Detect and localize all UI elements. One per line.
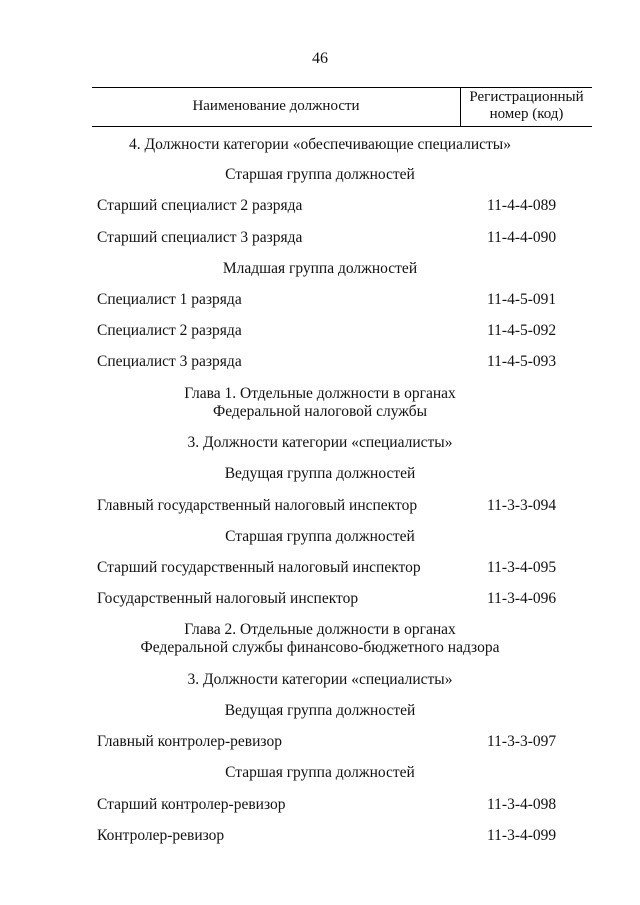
position-code: 11-3-4-099 bbox=[487, 827, 557, 844]
position-code: 11-3-4-096 bbox=[487, 590, 557, 607]
group-heading: Младшая группа должностей bbox=[222, 260, 418, 277]
position-code: 11-3-3-094 bbox=[487, 497, 557, 514]
section-heading: 3. Должности категории «специалисты» bbox=[187, 434, 453, 451]
header-registration-code: Регистрационный номер (код) bbox=[469, 89, 584, 122]
chapter-heading-line: Федеральной службы финансово-бюджетного надзора bbox=[140, 639, 500, 656]
chapter-heading-line: Глава 2. Отдельные должности в органах bbox=[184, 621, 456, 638]
group-heading: Старшая группа должностей bbox=[225, 764, 415, 781]
position-code: 11-4-4-090 bbox=[487, 229, 557, 246]
group-heading: Старшая группа должностей bbox=[225, 166, 415, 183]
section-heading: 3. Должности категории «специалисты» bbox=[187, 671, 453, 688]
position-code: 11-4-4-089 bbox=[487, 197, 557, 214]
position-name: Главный контролер-ревизор bbox=[97, 733, 282, 750]
header-position-name: Наименование должности bbox=[192, 98, 360, 114]
position-name: Старший специалист 2 разряда bbox=[97, 197, 303, 214]
position-code: 11-4-5-093 bbox=[487, 353, 557, 370]
position-code: 11-3-4-095 bbox=[487, 559, 557, 576]
position-code: 11-4-5-092 bbox=[487, 322, 557, 339]
position-name: Старший специалист 3 разряда bbox=[97, 229, 303, 246]
position-name: Специалист 2 разряда bbox=[97, 322, 242, 339]
position-code: 11-4-5-091 bbox=[487, 291, 557, 308]
position-code: 11-3-3-097 bbox=[487, 733, 557, 750]
position-name: Специалист 1 разряда bbox=[97, 291, 242, 308]
position-code: 11-3-4-098 bbox=[487, 796, 557, 813]
table-header bbox=[92, 87, 592, 127]
position-name: Специалист 3 разряда bbox=[97, 353, 242, 370]
position-name: Старший государственный налоговый инспектор bbox=[97, 559, 421, 576]
section-heading: 4. Должности категории «обеспечивающие специалисты» bbox=[129, 136, 511, 153]
chapter-heading-line: Федеральной налоговой службы bbox=[212, 403, 428, 420]
position-name: Контролер-ревизор bbox=[97, 827, 225, 844]
position-name: Государственный налоговый инспектор bbox=[97, 590, 359, 607]
group-heading: Старшая группа должностей bbox=[225, 528, 415, 545]
page-number: 46 bbox=[312, 50, 328, 67]
group-heading: Ведущая группа должностей bbox=[224, 702, 416, 719]
chapter-heading-line: Глава 1. Отдельные должности в органах bbox=[184, 385, 456, 402]
position-name: Главный государственный налоговый инспектор bbox=[97, 497, 418, 514]
position-name: Старший контролер-ревизор bbox=[97, 796, 286, 813]
group-heading: Ведущая группа должностей bbox=[224, 465, 416, 482]
